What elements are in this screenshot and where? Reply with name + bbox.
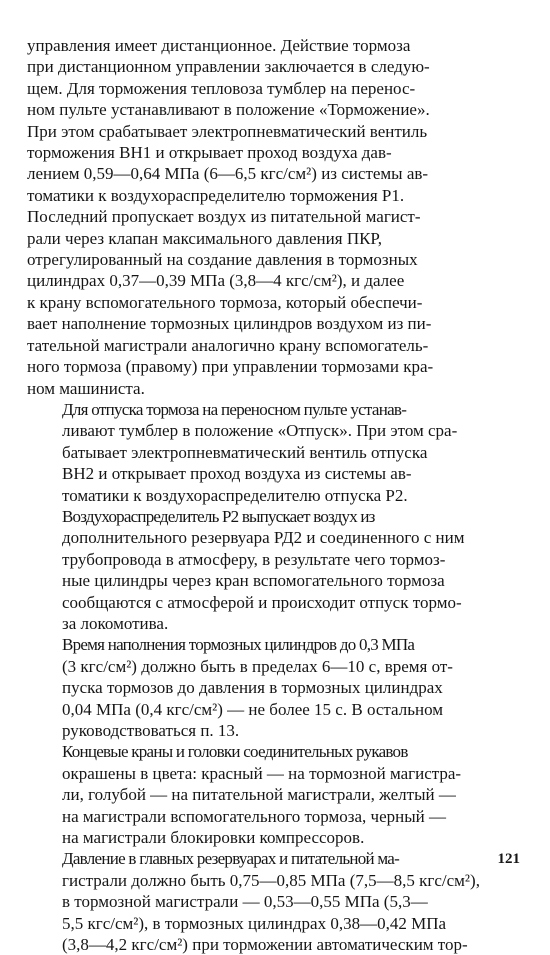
- text-line: ВН2 и открывает проход воздуха из системы ав-: [62, 464, 412, 484]
- text-line: пуска тормозов до давления в тормозных цилиндрах: [62, 678, 443, 698]
- text-line: ном пульте устанавливают в положение «Торможение».: [27, 100, 430, 120]
- text-line: ли, голубой — на питательной магистрали, желтый —: [62, 785, 456, 805]
- text-line: (3,8—4,2 кгс/см²) при торможении автоматическим тор-: [62, 935, 468, 955]
- page-body-text: [27, 35, 529, 955]
- text-line: цилиндрах 0,37—0,39 МПа (3,8—4 кгс/см²), и далее: [27, 271, 405, 291]
- text-line: щем. Для торможения тепловоза тумблер на перенос-: [27, 78, 416, 98]
- text-line: батывает электропневматический вентиль отпуска: [62, 442, 428, 462]
- text-line: 5,5 кгс/см²), в тормозных цилиндрах 0,38—0,42 МПа: [62, 913, 447, 933]
- text-line: гистрали должно быть 0,75—0,85 МПа (7,5—8,5 кгс/см²),: [62, 870, 480, 890]
- text-line: отрегулированный на создание давления в тормозных: [27, 250, 418, 270]
- text-line: на магистрали блокировки компрессоров.: [62, 828, 365, 848]
- text-line: При этом срабатывает электропневматический вентиль: [27, 121, 428, 141]
- paragraph: [27, 741, 529, 848]
- text-line: за локомотива.: [62, 613, 169, 633]
- text-line: Давление в главных резервуарах и питательной ма-: [62, 849, 400, 869]
- paragraph: [27, 506, 529, 634]
- text-line: Концевые краны и головки соединительных рукавов: [62, 742, 408, 762]
- text-line: ном машиниста.: [27, 378, 145, 398]
- text-line: вает наполнение тормозных цилиндров воздухом из пи-: [27, 314, 432, 334]
- text-line: при дистанционном управлении заключается в следую-: [27, 57, 430, 77]
- text-line: Последний пропускает воздух из питательной магист-: [27, 207, 421, 227]
- paragraph: [27, 634, 529, 741]
- text-line: томатики к воздухораспределителю отпуска Р2.: [62, 485, 408, 505]
- text-line: рали через клапан максимального давления ПКР,: [27, 228, 383, 248]
- text-line: дополнительного резервуара РД2 и соединенного с ним: [62, 528, 465, 548]
- text-line: торможения ВН1 и открывает проход воздуха дав-: [27, 143, 392, 163]
- text-line: Воздухораспределитель Р2 выпускает воздух из: [62, 506, 375, 526]
- paragraph: [27, 399, 529, 506]
- text-line: 0,04 МПа (0,4 кгс/см²) — не более 15 с. В остальном: [62, 699, 444, 719]
- text-line: сообщаются с атмосферой и происходит отпуск тормо-: [62, 592, 462, 612]
- text-line: Время наполнения тормозных цилиндров до 0,3 МПа: [62, 635, 415, 655]
- text-line: ного тормоза (правому) при управлении тормозами кра-: [27, 357, 434, 377]
- text-line: лением 0,59—0,64 МПа (6—6,5 кгс/см²) из системы ав-: [27, 164, 429, 184]
- text-line: управления имеет дистанционное. Действие тормоза: [27, 36, 411, 55]
- text-line: руководствоваться п. 13.: [62, 721, 240, 740]
- text-line: тательной магистрали аналогично крану вспомогатель-: [27, 335, 429, 355]
- text-line: в тормозной магистрали — 0,53—0,55 МПа (5,3—: [62, 892, 428, 912]
- page-number: 121: [497, 851, 520, 867]
- text-line: томатики к воздухораспределителю торможения Р1.: [27, 185, 405, 205]
- text-line: трубопровода в атмосферу, в результате чего тормоз-: [62, 549, 446, 569]
- text-line: ливают тумблер в положение «Отпуск». При этом сра-: [62, 421, 458, 441]
- paragraph: [27, 848, 529, 955]
- paragraph: [27, 35, 529, 399]
- text-line: окрашены в цвета: красный — на тормозной магистра-: [62, 763, 462, 783]
- text-line: (3 кгс/см²) должно быть в пределах 6—10 с, время от-: [62, 656, 453, 676]
- text-line: к крану вспомогательного тормоза, который обеспечи-: [27, 292, 423, 312]
- text-line: на магистрали вспомогательного тормоза, черный —: [62, 806, 446, 826]
- text-line: ные цилиндры через кран вспомогательного тормоза: [62, 571, 445, 591]
- text-line: Для отпуска тормоза на переносном пульте устанав-: [62, 399, 407, 419]
